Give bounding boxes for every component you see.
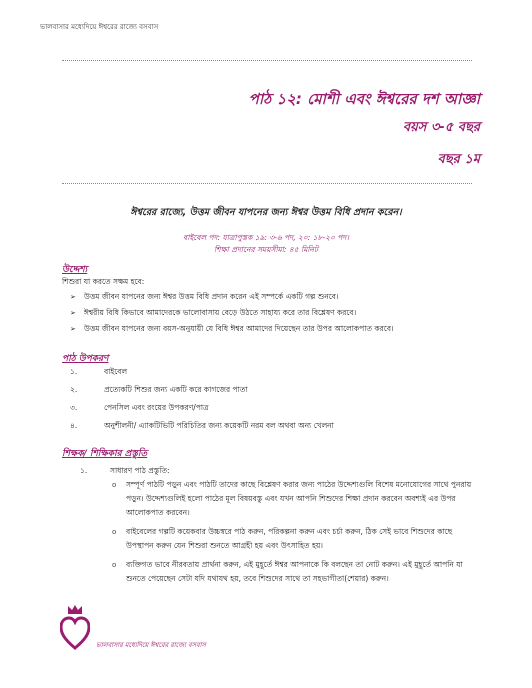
divider <box>62 60 472 61</box>
preparation-subitem: o ব্যক্তিগত ভাবে নীরবতায় প্রার্থনা করুন, এই মুহূর্তে ঈশ্বর আপনাকে কি বলছেন তা নোট করুন। এই মুহূর্তে আপনি যা শুনতে পেয়েছেন সেটা যদি যথাযথ হয়, তবে শিশুদের সাথে তা সহভাগীতা(শেয়ার) করুন। <box>112 558 472 586</box>
objective-item: ➢ উত্তম জীবন যাপনের জন্য বয়স-অনুযায়ী যে বিধি ঈশ্বর আমাদের দিয়েছেন তার উপর আলোকপাত করবে। <box>70 324 470 334</box>
lesson-theme: ঈশ্বরের রাজ্যে, উত্তম জীবন যাপনের জন্য ঈশ্বর উত্তম বিধি প্রদান করেন। <box>130 207 402 218</box>
bible-reference: বাইবেল পদ: যাত্রাপুস্তক ১৯: ৩-৬ পদ, ২০: ১৮-২০ পদ। <box>183 233 349 242</box>
objective-item: ➢ ঈশ্বরীয় বিধি কিভাবে আমাদেরকে ভালোবাসায় বেড়ে উঠতে সাহায্য করে তার বিশ্লেষণ করবে। <box>70 308 470 318</box>
material-item <box>70 385 470 395</box>
objective-item: ➢ উত্তম জীবন যাপনের জন্য ঈশ্বর উত্তম বিধি প্রদান করেন এই সম্পর্কে একটি গল্প শুনবে। <box>70 292 470 302</box>
material-item <box>70 421 470 431</box>
crown-heart-icon <box>60 604 90 652</box>
objectives-list <box>70 292 470 340</box>
objectives-heading: উদ্দেশ্য <box>62 265 88 275</box>
preparation-item <box>80 466 170 478</box>
year-label: বছর ১ম <box>437 152 480 167</box>
footer-text: ভালবাসার মধ্যেদিয়ে ঈশ্বরের রাজ্যে বসবাস <box>96 641 206 649</box>
preparation-subitem: o বাইবেলের গল্পটি কয়েকবার উচ্চস্বরে পাঠ করুন, পরিকল্পনা করুন এবং চর্চা করুন, ঠিক সেই ভাবে শিশুদের কাছে উপস্থাপন করুন যেন শিশুরা শুনতে আগ্রহী হয় এবং উৎসাহিত হয়। <box>112 525 472 553</box>
preparation-subitem: o সম্পূর্ণ পাঠটি পড়ুন এবং পাঠটি তাদের কাছে বিশ্লেষণ করার জন্য পাঠের উদ্দেশ্যগুলি বিশেষ মনোযোগের সাথে পুনরায় পড়ুন। উদ্দেশ্যগুলিই হলো পাঠের মূল বিষয়বস্তু এবং যখন আপনি শিশুদের শিক্ষা প্রদান করবেন অবশ্যই এর উপর আলোকপাত করবেন। <box>112 478 472 520</box>
material-text: প্রত্যেকটি শিশুর জন্য একটি করে কাগজের পাতা <box>104 385 248 394</box>
running-header: ভালবাসার মধ্যেদিয়ে ঈশ্বরের রাজ্যে বসবাস <box>40 23 159 31</box>
material-number: ৪. <box>70 421 78 430</box>
materials-heading: পাঠ উপকরণ <box>62 354 109 364</box>
lesson-title: পাঠ ১২: মোশী এবং ঈশ্বরের দশ আজ্ঞা <box>248 90 480 108</box>
age-range: বয়স ৩-৫ বছর <box>402 120 480 135</box>
divider <box>62 183 472 184</box>
preparation-label: সাধারণ পাঠ প্রস্তুতি: <box>110 466 170 475</box>
materials-list <box>70 367 470 439</box>
material-number: ২. <box>70 385 78 394</box>
material-number: ১. <box>70 367 78 376</box>
material-text: পেনসিল এবং রংয়ের উপকরণ/পাত্র <box>104 403 209 412</box>
material-text: অনুশীলনী/ এ্যাকটিভিটি পরিচিতির জন্য কয়েকটি নরম বল অথবা অন্য খেলনা <box>104 421 334 430</box>
material-number: ৩. <box>70 403 78 412</box>
preparation-subitems <box>112 478 472 591</box>
material-item <box>70 367 470 377</box>
material-text: বাইবেল <box>104 367 128 376</box>
material-item <box>70 403 470 413</box>
objectives-intro: শিশুরা যা করতে সক্ষম হবে: <box>62 277 145 286</box>
lesson-duration: শিক্ষা প্রদানের সময়সীমা: ৪৫ মিনিট <box>214 245 318 254</box>
preparation-heading: শিক্ষক/ শিক্ষিকার প্রস্তুতি <box>62 449 148 459</box>
preparation-number: ১. <box>80 466 88 475</box>
